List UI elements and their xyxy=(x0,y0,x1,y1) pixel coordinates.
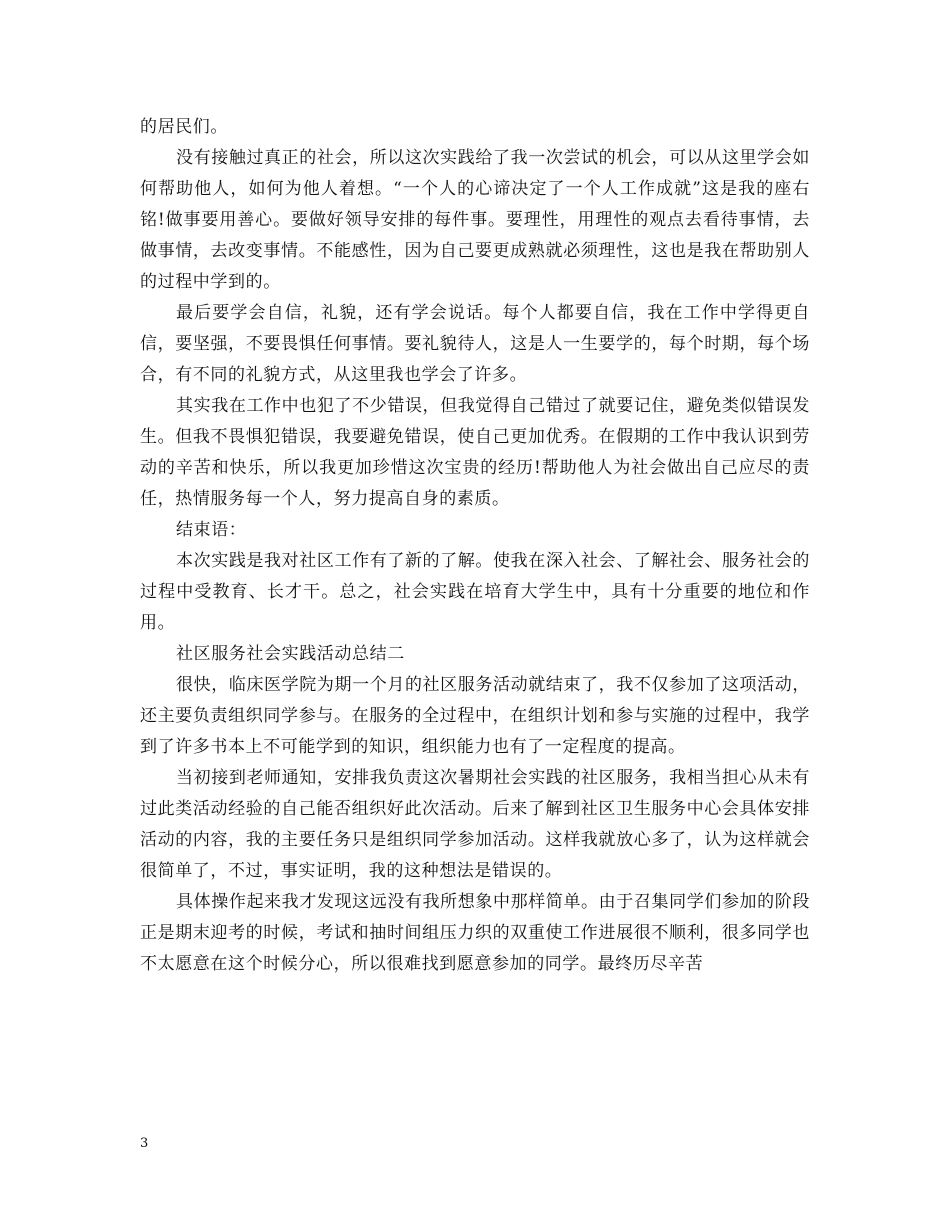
paragraph-6: 很快，临床医学院为期一个月的社区服务活动就结束了，我不仅参加了这项活动，还主要负责组织同学参与。在服务的全过程中，在组织计划和参与实施的过程中，我学到了许多书本上不可能学到的知识，组织能力也有了一定程度的提高。 xyxy=(140,675,810,757)
section-heading-summary-two: 社区服务社会实践活动总结二 xyxy=(176,644,405,664)
section-heading-conclusion: 结束语： xyxy=(176,520,247,540)
paragraph-5: 本次实践是我对社区工作有了新的了解。使我在深入社会、了解社会、服务社会的过程中受教育、长才干。总之，社会实践在培育大学生中，具有十分重要的地位和作用。 xyxy=(140,551,810,633)
paragraph-7: 当初接到老师通知，安排我负责这次暑期社会实践的社区服务，我相当担心从未有过此类活动经验的自己能否组织好此次活动。后来了解到社区卫生服务中心会具体安排活动的内容，我的主要任务只是组织同学参加活动。这样我就放心多了，认为这样就会很简单了，不过，事实证明，我的这种想法是错误的。 xyxy=(140,768,810,881)
paragraph-2: 没有接触过真正的社会，所以这次实践给了我一次尝试的机会，可以从这里学会如何帮助他人，如何为他人着想。“一个人的心谛决定了一个人工作成就”这是我的座右铭!做事要用善心。要做好领导安排的每件事。要理性，用理性的观点去看待事情，去做事情，去改变事情。不能感性，因为自己要更成熟就必须理性，这也是我在帮助别人的过程中学到的。 xyxy=(140,148,810,292)
page-number: 3 xyxy=(140,1136,149,1151)
paragraph-3: 最后要学会自信，礼貌，还有学会说话。每个人都要自信，我在工作中学得更自信，要坚强，不要畏惧任何事情。要礼貌待人，这是人一生要学的，每个时期，每个场合，有不同的礼貌方式，从这里我也学会了许多。 xyxy=(140,303,810,385)
paragraph-1: 的居民们。 xyxy=(140,117,228,137)
document-body xyxy=(140,112,810,980)
paragraph-8: 具体操作起来我才发现这远没有我所想象中那样简单。由于召集同学们参加的阶段正是期末迎考的时候，考试和抽时间组压力织的双重使工作进展很不顺利，很多同学也不太愿意在这个时候分心，所以很难找到愿意参加的同学。最终历尽辛苦 xyxy=(140,892,810,974)
paragraph-4: 其实我在工作中也犯了不少错误，但我觉得自己错过了就要记住，避免类似错误发生。但我不畏惧犯错误，我要避免错误，使自己更加优秀。在假期的工作中我认识到劳动的辛苦和快乐，所以我更加珍惜这次宝贵的经历!帮助他人为社会做出自己应尽的责任，热情服务每一个人，努力提高自身的素质。 xyxy=(140,396,810,509)
